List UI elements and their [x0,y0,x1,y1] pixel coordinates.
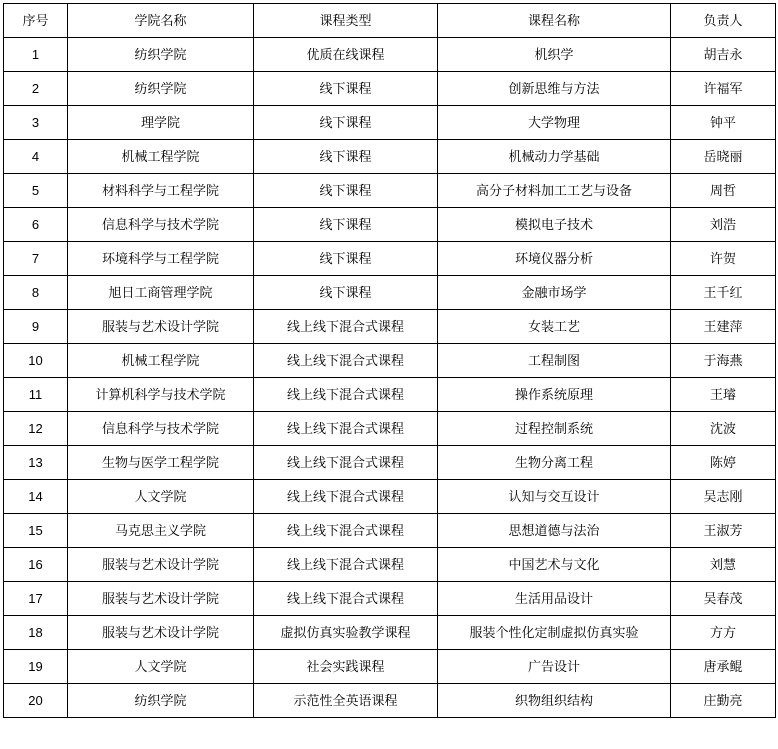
table-row [4,344,776,378]
cell-college: 机械工程学院 [68,140,254,174]
cell-course: 模拟电子技术 [438,208,671,242]
cell-course: 高分子材料加工工艺与设备 [438,174,671,208]
cell-college: 服装与艺术设计学院 [68,310,254,344]
cell-no: 18 [4,616,68,650]
cell-type: 线上线下混合式课程 [254,412,438,446]
cell-person: 王千红 [671,276,776,310]
cell-college: 人文学院 [68,480,254,514]
cell-no: 15 [4,514,68,548]
table-row [4,72,776,106]
cell-type: 线下课程 [254,174,438,208]
table-row [4,582,776,616]
cell-college: 人文学院 [68,650,254,684]
header-cell-no: 序号 [4,4,68,38]
cell-no: 17 [4,582,68,616]
cell-type: 线下课程 [254,242,438,276]
cell-type: 线上线下混合式课程 [254,344,438,378]
cell-person: 周哲 [671,174,776,208]
cell-college: 生物与医学工程学院 [68,446,254,480]
cell-course: 思想道德与法治 [438,514,671,548]
cell-course: 工程制图 [438,344,671,378]
cell-course: 创新思维与方法 [438,72,671,106]
cell-type: 线上线下混合式课程 [254,310,438,344]
cell-college: 环境科学与工程学院 [68,242,254,276]
cell-person: 刘浩 [671,208,776,242]
cell-person: 吴志刚 [671,480,776,514]
cell-no: 4 [4,140,68,174]
table-row [4,208,776,242]
cell-college: 信息科学与技术学院 [68,208,254,242]
cell-college: 纺织学院 [68,38,254,72]
cell-type: 线上线下混合式课程 [254,548,438,582]
cell-no: 19 [4,650,68,684]
cell-no: 13 [4,446,68,480]
cell-person: 陈婷 [671,446,776,480]
table-row [4,310,776,344]
cell-college: 材料科学与工程学院 [68,174,254,208]
table-header [4,4,776,38]
table-row [4,106,776,140]
cell-person: 许贺 [671,242,776,276]
cell-type: 线下课程 [254,208,438,242]
cell-no: 16 [4,548,68,582]
cell-course: 生活用品设计 [438,582,671,616]
cell-course: 金融市场学 [438,276,671,310]
table-row [4,616,776,650]
cell-no: 1 [4,38,68,72]
cell-person: 唐承鲲 [671,650,776,684]
table-row [4,548,776,582]
cell-person: 方方 [671,616,776,650]
table-row [4,480,776,514]
cell-course: 中国艺术与文化 [438,548,671,582]
table-body [4,38,776,718]
cell-no: 2 [4,72,68,106]
cell-college: 计算机科学与技术学院 [68,378,254,412]
cell-type: 线下课程 [254,276,438,310]
cell-college: 服装与艺术设计学院 [68,548,254,582]
cell-course: 织物组织结构 [438,684,671,718]
cell-no: 6 [4,208,68,242]
cell-person: 王淑芳 [671,514,776,548]
cell-course: 操作系统原理 [438,378,671,412]
cell-college: 旭日工商管理学院 [68,276,254,310]
table-row [4,378,776,412]
cell-course: 大学物理 [438,106,671,140]
cell-no: 7 [4,242,68,276]
cell-type: 线上线下混合式课程 [254,378,438,412]
cell-person: 于海燕 [671,344,776,378]
course-table [3,3,776,718]
table-row [4,276,776,310]
cell-person: 许福军 [671,72,776,106]
table-row [4,38,776,72]
cell-no: 12 [4,412,68,446]
cell-college: 纺织学院 [68,684,254,718]
table-row [4,242,776,276]
cell-type: 线下课程 [254,72,438,106]
cell-no: 5 [4,174,68,208]
cell-college: 机械工程学院 [68,344,254,378]
cell-no: 9 [4,310,68,344]
table-row [4,140,776,174]
cell-type: 线下课程 [254,140,438,174]
cell-college: 马克思主义学院 [68,514,254,548]
table-row [4,650,776,684]
cell-type: 线上线下混合式课程 [254,480,438,514]
cell-type: 线下课程 [254,106,438,140]
cell-person: 钟平 [671,106,776,140]
cell-college: 纺织学院 [68,72,254,106]
cell-type: 线上线下混合式课程 [254,446,438,480]
cell-type: 线上线下混合式课程 [254,514,438,548]
cell-person: 庄勤亮 [671,684,776,718]
cell-course: 认知与交互设计 [438,480,671,514]
cell-no: 8 [4,276,68,310]
cell-course: 过程控制系统 [438,412,671,446]
cell-course: 生物分离工程 [438,446,671,480]
cell-course: 广告设计 [438,650,671,684]
cell-college: 理学院 [68,106,254,140]
table-row [4,684,776,718]
cell-college: 服装与艺术设计学院 [68,616,254,650]
cell-no: 14 [4,480,68,514]
cell-type: 优质在线课程 [254,38,438,72]
cell-type: 线上线下混合式课程 [254,582,438,616]
cell-type: 示范性全英语课程 [254,684,438,718]
cell-person: 岳晓丽 [671,140,776,174]
cell-college: 服装与艺术设计学院 [68,582,254,616]
cell-no: 11 [4,378,68,412]
table-row [4,446,776,480]
table-row [4,412,776,446]
cell-person: 刘慧 [671,548,776,582]
cell-person: 沈波 [671,412,776,446]
cell-person: 王建萍 [671,310,776,344]
cell-course: 机织学 [438,38,671,72]
cell-person: 胡吉永 [671,38,776,72]
table-row [4,174,776,208]
header-cell-course: 课程名称 [438,4,671,38]
cell-course: 服装个性化定制虚拟仿真实验 [438,616,671,650]
table-row [4,514,776,548]
cell-course: 机械动力学基础 [438,140,671,174]
cell-no: 20 [4,684,68,718]
cell-person: 王璿 [671,378,776,412]
cell-course: 环境仪器分析 [438,242,671,276]
cell-type: 社会实践课程 [254,650,438,684]
cell-person: 吴春茂 [671,582,776,616]
header-cell-college: 学院名称 [68,4,254,38]
cell-no: 10 [4,344,68,378]
header-row [4,4,776,38]
cell-no: 3 [4,106,68,140]
header-cell-type: 课程类型 [254,4,438,38]
cell-type: 虚拟仿真实验教学课程 [254,616,438,650]
cell-college: 信息科学与技术学院 [68,412,254,446]
header-cell-person: 负责人 [671,4,776,38]
cell-course: 女装工艺 [438,310,671,344]
